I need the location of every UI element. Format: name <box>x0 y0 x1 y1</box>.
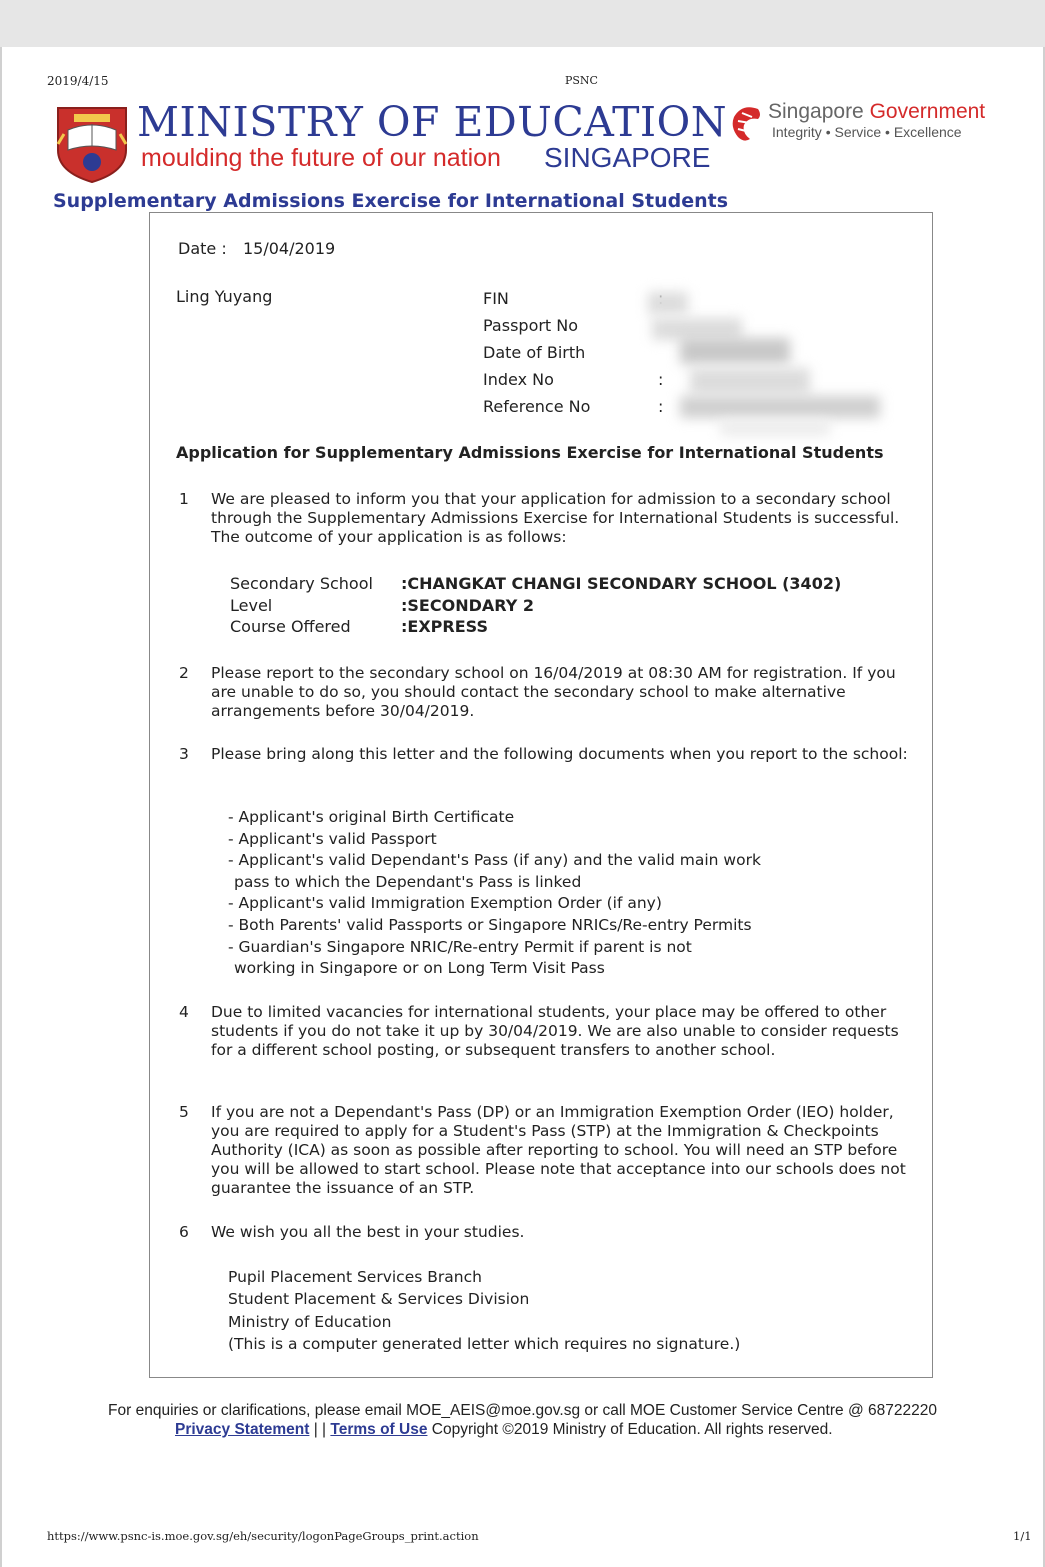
letter-date-label: Date : <box>178 239 227 258</box>
outcome-value: :EXPRESS <box>401 617 488 636</box>
privacy-statement-link[interactable]: Privacy Statement <box>175 1421 310 1438</box>
merlion-lion-head-icon <box>728 103 764 143</box>
outcome-value: :CHANGKAT CHANGI SECONDARY SCHOOL (3402) <box>401 574 842 593</box>
field-label: Reference No <box>483 397 591 416</box>
document-item: - Applicant's original Birth Certificate <box>228 808 515 826</box>
outcome-value-text: CHANGKAT CHANGI SECONDARY SCHOOL (3402) <box>407 574 842 593</box>
terms-of-use-link[interactable]: Terms of Use <box>330 1421 428 1438</box>
document-item: - Guardian's Singapore NRIC/Re-entry Permit if parent is not <box>228 937 692 956</box>
paragraph-number: 4 <box>179 1003 189 1021</box>
gov-name-government: Government <box>869 100 986 123</box>
exercise-title: Supplementary Admissions Exercise for International Students <box>53 190 729 212</box>
signature-block <box>228 1266 740 1355</box>
paragraph-text: We are pleased to inform you that your application for admission to a secondary school through the Supplementary Admissions Exercise for International Students is successful. The outcome of your application is as follows: <box>211 490 900 546</box>
signature-line: Student Placement & Services Division <box>228 1290 530 1309</box>
redacted-value <box>680 338 790 364</box>
documents-list <box>228 807 761 980</box>
gov-name-singapore: Singapore <box>768 100 864 123</box>
redacted-value <box>648 292 688 314</box>
field-label: FIN <box>483 289 509 308</box>
document-item: - Applicant's valid Immigration Exemption Order (if any) <box>228 894 662 913</box>
print-date: 2019/4/15 <box>47 74 109 88</box>
paragraph-text: Due to limited vacancies for international students, your place may be offered to other students if you do not take it up by 30/04/2019. We are also unable to consider requests for a different school posting, or subsequent transfers to another school. <box>211 1003 899 1059</box>
page-edge-left <box>0 47 2 1567</box>
paragraph-text: Please bring along this letter and the following documents when you report to the school: <box>211 745 908 763</box>
applicant-name: Ling Yuyang <box>176 287 273 306</box>
signature-line: Ministry of Education <box>228 1312 392 1331</box>
paragraph-number: 3 <box>179 745 189 763</box>
document-item: - Applicant's valid Passport <box>228 829 437 848</box>
field-label: Date of Birth <box>483 343 586 362</box>
outcome-value: :SECONDARY 2 <box>401 596 534 615</box>
field-label: Passport No <box>483 316 579 335</box>
print-page-title: PSNC <box>565 74 598 87</box>
paragraph-text: If you are not a Dependant's Pass (DP) or an Immigration Exemption Order (IEO) holder, you are required to apply for a Student's Pass (STP) at the Immigration & Checkpoints Authority (ICA) as soon as possible after reporting to school. You will need an STP before you will be allowed to start school. Please note that acceptance into our schools does not guarantee the issuance of an STP. <box>211 1103 906 1197</box>
redacted-value <box>720 420 830 436</box>
print-url: https://www.psnc-is.moe.gov.sg/eh/security/logonPageGroups_print.action <box>47 1529 479 1543</box>
outcome-value-text: EXPRESS <box>407 617 488 636</box>
outcome-label: Level <box>230 596 273 615</box>
signature-line: Pupil Placement Services Branch <box>228 1268 482 1286</box>
viewer-top-bar <box>0 0 1045 47</box>
outcome-value-text: SECONDARY 2 <box>407 596 534 615</box>
paragraph-number: 2 <box>179 664 189 682</box>
redacted-value <box>690 368 810 394</box>
gov-values: Integrity • Service • Excellence <box>772 124 962 140</box>
footer-links <box>175 1421 833 1439</box>
footer-copyright: Copyright ©2019 Ministry of Education. All rights reserved. <box>431 1421 833 1438</box>
paragraph-number: 6 <box>179 1223 189 1241</box>
letter-date-value: 15/04/2019 <box>243 239 336 258</box>
redacted-value <box>652 318 742 340</box>
field-separator: : <box>658 397 664 416</box>
ministry-country: SINGAPORE <box>544 142 711 173</box>
letter-subject: Application for Supplementary Admissions Exercise for International Students <box>176 443 884 462</box>
field-separator: : <box>658 370 664 389</box>
paragraph-number: 1 <box>179 490 189 508</box>
field-label: Index No <box>483 370 554 389</box>
document-item: - Both Parents' valid Passports or Singapore NRICs/Re-entry Permits <box>228 915 752 934</box>
gov-name <box>768 100 985 124</box>
paragraph-text: Please report to the secondary school on 16/04/2019 at 08:30 AM for registration. If you are unable to do so, you should contact the secondary school to make alternative arrangements before 30/04/2019. <box>211 664 896 720</box>
document-item: - Applicant's valid Dependant's Pass (if any) and the valid main work <box>228 851 761 870</box>
outcome-label: Secondary School <box>230 574 373 593</box>
signature-line: (This is a computer generated letter which requires no signature.) <box>228 1334 741 1353</box>
print-page-number: 1/1 <box>1013 1529 1032 1543</box>
document-item: working in Singapore or on Long Term Visit Pass <box>234 959 605 978</box>
outcome-label: Course Offered <box>230 617 351 636</box>
ministry-name: MINISTRY OF EDUCATION <box>137 98 728 146</box>
paragraph-number: 5 <box>179 1103 189 1121</box>
footer-enquiry: For enquiries or clarifications, please email MOE_AEIS@moe.gov.sg or call MOE Customer Service Centre @ 68722220 <box>108 1402 937 1419</box>
footer-separator: | | <box>309 1421 331 1438</box>
document-item: pass to which the Dependant's Pass is linked <box>234 872 582 891</box>
redacted-value <box>680 396 880 418</box>
ministry-tagline: moulding the future of our nation <box>141 144 501 172</box>
moe-crest-icon <box>52 100 132 184</box>
paragraph-text: We wish you all the best in your studies. <box>211 1223 525 1241</box>
